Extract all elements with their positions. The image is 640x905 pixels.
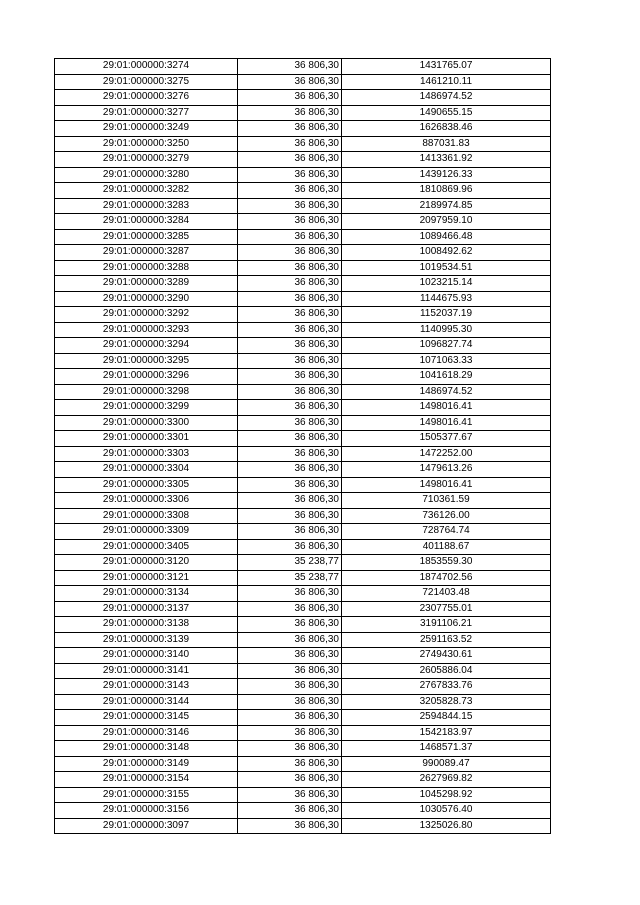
cadastral-value-cell: 1542183.97 (342, 725, 551, 741)
cadastral-value-cell: 721403.48 (342, 586, 551, 602)
rate-cell: 36 806,30 (238, 710, 342, 726)
rate-cell: 36 806,30 (238, 663, 342, 679)
cadastral-number-cell: 29:01:000000:3303 (55, 446, 238, 462)
rate-cell: 36 806,30 (238, 229, 342, 245)
table-row (55, 400, 551, 416)
cadastral-number-cell: 29:01:000000:3276 (55, 90, 238, 106)
cadastral-number-cell: 29:01:000000:3305 (55, 477, 238, 493)
table-row (55, 59, 551, 75)
rate-cell: 36 806,30 (238, 74, 342, 90)
cadastral-number-cell: 29:01:000000:3146 (55, 725, 238, 741)
cadastral-number-cell: 29:01:000000:3301 (55, 431, 238, 447)
cadastral-value-cell: 2594844.15 (342, 710, 551, 726)
rate-cell: 36 806,30 (238, 818, 342, 834)
rate-cell: 36 806,30 (238, 477, 342, 493)
table-row (55, 74, 551, 90)
cadastral-number-cell: 29:01:000000:3306 (55, 493, 238, 509)
cadastral-number-cell: 29:01:000000:3295 (55, 353, 238, 369)
cadastral-number-cell: 29:01:000000:3279 (55, 152, 238, 168)
cadastral-value-cell: 990089.47 (342, 756, 551, 772)
table-row (55, 679, 551, 695)
cadastral-value-cell: 1486974.52 (342, 384, 551, 400)
table-row (55, 632, 551, 648)
cadastral-number-cell: 29:01:000000:3138 (55, 617, 238, 633)
rate-cell: 35 238,77 (238, 555, 342, 571)
cadastral-number-cell: 29:01:000000:3290 (55, 291, 238, 307)
rate-cell: 36 806,30 (238, 276, 342, 292)
rate-cell: 36 806,30 (238, 493, 342, 509)
cadastral-number-cell: 29:01:000000:3289 (55, 276, 238, 292)
cadastral-value-cell: 1498016.41 (342, 477, 551, 493)
cadastral-value-cell: 2767833.76 (342, 679, 551, 695)
cadastral-number-cell: 29:01:000000:3308 (55, 508, 238, 524)
rate-cell: 36 806,30 (238, 307, 342, 323)
cadastral-number-cell: 29:01:000000:3120 (55, 555, 238, 571)
cadastral-number-cell: 29:01:000000:3287 (55, 245, 238, 261)
rate-cell: 36 806,30 (238, 772, 342, 788)
cadastral-number-cell: 29:01:000000:3296 (55, 369, 238, 385)
rate-cell: 36 806,30 (238, 586, 342, 602)
cadastral-value-cell: 1439126.33 (342, 167, 551, 183)
table-row (55, 462, 551, 478)
cadastral-value-cell: 1008492.62 (342, 245, 551, 261)
cadastral-value-cell: 1468571.37 (342, 741, 551, 757)
table-row (55, 787, 551, 803)
table-row (55, 617, 551, 633)
table-row (55, 477, 551, 493)
table-row (55, 260, 551, 276)
table-row (55, 493, 551, 509)
rate-cell: 36 806,30 (238, 369, 342, 385)
cadastral-value-cell: 1019534.51 (342, 260, 551, 276)
cadastral-value-cell: 1144675.93 (342, 291, 551, 307)
table-row (55, 570, 551, 586)
cadastral-value-cell: 1045298.92 (342, 787, 551, 803)
rate-cell: 36 806,30 (238, 539, 342, 555)
table-row (55, 245, 551, 261)
cadastral-value-cell: 1413361.92 (342, 152, 551, 168)
table-row (55, 90, 551, 106)
cadastral-number-cell: 29:01:000000:3121 (55, 570, 238, 586)
cadastral-value-cell: 2189974.85 (342, 198, 551, 214)
rate-cell: 36 806,30 (238, 214, 342, 230)
rate-cell: 36 806,30 (238, 648, 342, 664)
rate-cell: 36 806,30 (238, 694, 342, 710)
cadastral-value-cell: 2749430.61 (342, 648, 551, 664)
cadastral-value-cell: 1152037.19 (342, 307, 551, 323)
table-row (55, 601, 551, 617)
cadastral-number-cell: 29:01:000000:3405 (55, 539, 238, 555)
table-row (55, 415, 551, 431)
rate-cell: 36 806,30 (238, 353, 342, 369)
cadastral-number-cell: 29:01:000000:3250 (55, 136, 238, 152)
rate-cell: 36 806,30 (238, 59, 342, 75)
table-row (55, 307, 551, 323)
cadastral-value-cell: 1498016.41 (342, 415, 551, 431)
cadastral-number-cell: 29:01:000000:3134 (55, 586, 238, 602)
cadastral-value-cell: 401188.67 (342, 539, 551, 555)
table-row (55, 756, 551, 772)
cadastral-number-cell: 29:01:000000:3309 (55, 524, 238, 540)
table-row (55, 694, 551, 710)
cadastral-value-cell: 1071063.33 (342, 353, 551, 369)
table-row (55, 384, 551, 400)
rate-cell: 36 806,30 (238, 756, 342, 772)
table-row (55, 725, 551, 741)
cadastral-number-cell: 29:01:000000:3298 (55, 384, 238, 400)
table-row (55, 648, 551, 664)
rate-cell: 36 806,30 (238, 291, 342, 307)
cadastral-value-cell: 1490655.15 (342, 105, 551, 121)
cadastral-number-cell: 29:01:000000:3137 (55, 601, 238, 617)
cadastral-value-cell: 1030576.40 (342, 803, 551, 819)
cadastral-number-cell: 29:01:000000:3149 (55, 756, 238, 772)
cadastral-number-cell: 29:01:000000:3144 (55, 694, 238, 710)
table-row (55, 291, 551, 307)
cadastral-number-cell: 29:01:000000:3277 (55, 105, 238, 121)
table-row (55, 322, 551, 338)
cadastral-number-cell: 29:01:000000:3154 (55, 772, 238, 788)
cadastral-number-cell: 29:01:000000:3280 (55, 167, 238, 183)
cadastral-value-cell: 728764.74 (342, 524, 551, 540)
cadastral-number-cell: 29:01:000000:3140 (55, 648, 238, 664)
rate-cell: 36 806,30 (238, 136, 342, 152)
cadastral-value-cell: 1023215.14 (342, 276, 551, 292)
rate-cell: 36 806,30 (238, 245, 342, 261)
cadastral-value-cell: 1041618.29 (342, 369, 551, 385)
table-row (55, 369, 551, 385)
rate-cell: 36 806,30 (238, 183, 342, 199)
rate-cell: 36 806,30 (238, 741, 342, 757)
rate-cell: 36 806,30 (238, 322, 342, 338)
rate-cell: 36 806,30 (238, 462, 342, 478)
rate-cell: 36 806,30 (238, 167, 342, 183)
table-row (55, 539, 551, 555)
table-row (55, 229, 551, 245)
cadastral-value-cell: 1810869.96 (342, 183, 551, 199)
cadastral-number-cell: 29:01:000000:3148 (55, 741, 238, 757)
cadastral-value-cell: 1486974.52 (342, 90, 551, 106)
table-row (55, 555, 551, 571)
table-row (55, 152, 551, 168)
cadastral-value-cell: 710361.59 (342, 493, 551, 509)
cadastral-number-cell: 29:01:000000:3145 (55, 710, 238, 726)
cadastral-number-cell: 29:01:000000:3283 (55, 198, 238, 214)
rate-cell: 36 806,30 (238, 121, 342, 137)
cadastral-value-cell: 1431765.07 (342, 59, 551, 75)
rate-cell: 36 806,30 (238, 260, 342, 276)
table-row (55, 338, 551, 354)
cadastral-value-cell: 1874702.56 (342, 570, 551, 586)
rate-cell: 36 806,30 (238, 105, 342, 121)
rate-cell: 36 806,30 (238, 384, 342, 400)
rate-cell: 36 806,30 (238, 679, 342, 695)
cadastral-value-cell: 2627969.82 (342, 772, 551, 788)
rate-cell: 36 806,30 (238, 431, 342, 447)
cadastral-number-cell: 29:01:000000:3282 (55, 183, 238, 199)
cadastral-number-cell: 29:01:000000:3274 (55, 59, 238, 75)
cadastral-number-cell: 29:01:000000:3285 (55, 229, 238, 245)
cadastral-value-cell: 1325026.80 (342, 818, 551, 834)
cadastral-number-cell: 29:01:000000:3293 (55, 322, 238, 338)
rate-cell: 35 238,77 (238, 570, 342, 586)
cadastral-value-cell: 887031.83 (342, 136, 551, 152)
cadastral-value-cell: 2097959.10 (342, 214, 551, 230)
table-row (55, 353, 551, 369)
table-body (55, 59, 551, 834)
rate-cell: 36 806,30 (238, 601, 342, 617)
rate-cell: 36 806,30 (238, 803, 342, 819)
table-row (55, 167, 551, 183)
table-row (55, 524, 551, 540)
cadastral-number-cell: 29:01:000000:3155 (55, 787, 238, 803)
table-row (55, 508, 551, 524)
cadastral-value-cell: 2591163.52 (342, 632, 551, 648)
table-row (55, 803, 551, 819)
cadastral-number-cell: 29:01:000000:3143 (55, 679, 238, 695)
cadastral-value-cell: 1089466.48 (342, 229, 551, 245)
cadastral-number-cell: 29:01:000000:3141 (55, 663, 238, 679)
cadastral-number-cell: 29:01:000000:3284 (55, 214, 238, 230)
cadastral-value-cell: 1140995.30 (342, 322, 551, 338)
table-row (55, 586, 551, 602)
table-row (55, 446, 551, 462)
rate-cell: 36 806,30 (238, 338, 342, 354)
table-row (55, 772, 551, 788)
rate-cell: 36 806,30 (238, 632, 342, 648)
cadastral-number-cell: 29:01:000000:3294 (55, 338, 238, 354)
cadastral-number-cell: 29:01:000000:3304 (55, 462, 238, 478)
table-row (55, 198, 551, 214)
cadastral-value-cell: 2605886.04 (342, 663, 551, 679)
rate-cell: 36 806,30 (238, 415, 342, 431)
cadastral-value-cell: 3205828.73 (342, 694, 551, 710)
cadastral-value-cell: 2307755.01 (342, 601, 551, 617)
cadastral-value-table (54, 58, 551, 834)
cadastral-number-cell: 29:01:000000:3292 (55, 307, 238, 323)
cadastral-value-cell: 1505377.67 (342, 431, 551, 447)
cadastral-value-cell: 1853559.30 (342, 555, 551, 571)
rate-cell: 36 806,30 (238, 787, 342, 803)
cadastral-number-cell: 29:01:000000:3275 (55, 74, 238, 90)
rate-cell: 36 806,30 (238, 524, 342, 540)
table-row (55, 663, 551, 679)
cadastral-value-cell: 1472252.00 (342, 446, 551, 462)
table-row (55, 431, 551, 447)
table-row (55, 105, 551, 121)
rate-cell: 36 806,30 (238, 508, 342, 524)
table-row (55, 183, 551, 199)
table-row (55, 818, 551, 834)
rate-cell: 36 806,30 (238, 617, 342, 633)
cadastral-number-cell: 29:01:000000:3156 (55, 803, 238, 819)
cadastral-number-cell: 29:01:000000:3139 (55, 632, 238, 648)
cadastral-value-cell: 1479613.26 (342, 462, 551, 478)
cadastral-value-cell: 1498016.41 (342, 400, 551, 416)
rate-cell: 36 806,30 (238, 725, 342, 741)
rate-cell: 36 806,30 (238, 152, 342, 168)
cadastral-number-cell: 29:01:000000:3249 (55, 121, 238, 137)
rate-cell: 36 806,30 (238, 198, 342, 214)
rate-cell: 36 806,30 (238, 400, 342, 416)
rate-cell: 36 806,30 (238, 446, 342, 462)
cadastral-value-cell: 736126.00 (342, 508, 551, 524)
table-row (55, 121, 551, 137)
table-row (55, 276, 551, 292)
rate-cell: 36 806,30 (238, 90, 342, 106)
cadastral-number-cell: 29:01:000000:3097 (55, 818, 238, 834)
table-row (55, 710, 551, 726)
cadastral-value-cell: 1626838.46 (342, 121, 551, 137)
table-row (55, 214, 551, 230)
table-row (55, 136, 551, 152)
cadastral-value-cell: 1461210.11 (342, 74, 551, 90)
cadastral-value-cell: 1096827.74 (342, 338, 551, 354)
cadastral-number-cell: 29:01:000000:3300 (55, 415, 238, 431)
cadastral-number-cell: 29:01:000000:3299 (55, 400, 238, 416)
cadastral-number-cell: 29:01:000000:3288 (55, 260, 238, 276)
table-row (55, 741, 551, 757)
cadastral-value-cell: 3191106.21 (342, 617, 551, 633)
